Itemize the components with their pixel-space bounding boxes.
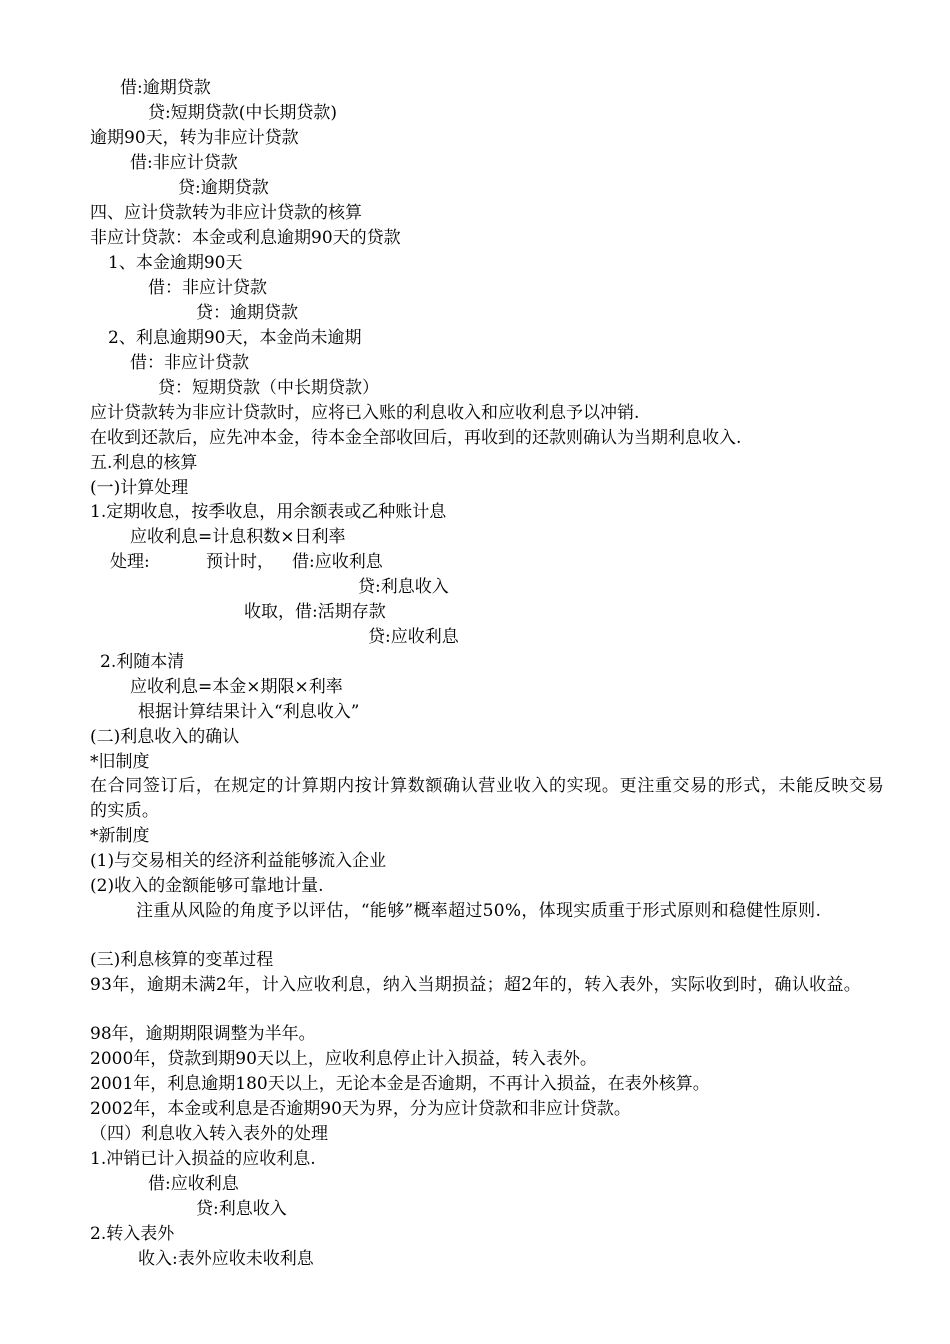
text-line: *新制度 [90, 826, 150, 846]
text-line: (1)与交易相关的经济利益能够流入企业 [90, 851, 387, 871]
text-line: 1.定期收息，按季收息，用余额表或乙种账计息 [90, 502, 447, 522]
text-line: 2.转入表外 [90, 1224, 175, 1244]
subsection-heading: （四）利息收入转入表外的处理 [90, 1124, 328, 1144]
text-line: 贷:逾期贷款 [178, 178, 269, 198]
text-line: 贷:利息收入 [196, 1199, 287, 1219]
text-line: 收取，借:活期存款 [244, 602, 386, 622]
text-line: 2.利随本清 [100, 652, 185, 672]
paragraph: 93年，逾期未满2年，计入应收利息，纳入当期损益；超2年的，转入表外，实际收到时，确认收益。 [90, 975, 862, 995]
text-line: 根据计算结果计入“利息收入” [138, 702, 360, 722]
text-line: 2、利息逾期90天，本金尚未逾期 [108, 328, 362, 348]
paragraph: 在合同签订后，在规定的计算期内按计算数额确认营业收入的实现。更注重交易的形式，未能反映交易的实质。 [90, 776, 884, 821]
text-line: 借:非应计贷款 [130, 153, 238, 173]
paragraph: 注重从风险的角度予以评估，“能够”概率超过50%，体现实质重于形式原则和稳健性原则. [136, 901, 822, 921]
text-line: 2001年，利息逾期180天以上，无论本金是否逾期，不再计入损益，在表外核算。 [90, 1074, 710, 1094]
text-line: 非应计贷款：本金或利息逾期90天的贷款 [90, 228, 401, 248]
text-line: 2000年，贷款到期90天以上，应收利息停止计入损益，转入表外。 [90, 1049, 597, 1069]
text-line: 贷：逾期贷款 [196, 303, 298, 323]
text-line: 应计贷款转为非应计贷款时，应将已入账的利息收入和应收利息予以冲销. [90, 403, 640, 423]
text-line: 借:应收利息 [292, 552, 383, 572]
text-line: 贷:利息收入 [358, 577, 449, 597]
text-line: 1.冲销已计入损益的应收利息. [90, 1149, 316, 1169]
text-line: 贷：短期贷款（中长期贷款） [158, 378, 379, 398]
text-line: 1、本金逾期90天 [108, 253, 243, 273]
text-line: 收入:表外应收未收利息 [138, 1249, 314, 1269]
subsection-heading: (一)计算处理 [90, 478, 189, 498]
text-line: 贷:应收利息 [368, 627, 459, 647]
text-line: 贷:短期贷款(中长期贷款) [148, 103, 337, 123]
text-line: 2002年，本金或利息是否逾期90天为界，分为应计贷款和非应计贷款。 [90, 1099, 631, 1119]
text-line: 98年，逾期期限调整为半年。 [90, 1024, 316, 1044]
formula-line: 应收利息=计息积数×日利率 [130, 527, 346, 547]
section-heading: 四、应计贷款转为非应计贷款的核算 [90, 203, 362, 223]
subsection-heading: (二)利息收入的确认 [90, 727, 240, 747]
subsection-heading: (三)利息核算的变革过程 [90, 950, 274, 970]
text-line: 借:应收利息 [148, 1174, 239, 1194]
text-line: 逾期90天，转为非应计贷款 [90, 128, 299, 148]
text-line: 借：非应计贷款 [130, 353, 249, 373]
text-line: 借:逾期贷款 [120, 78, 211, 98]
text-line: (2)收入的金额能够可靠地计量. [90, 876, 324, 896]
section-heading: 五.利息的核算 [90, 453, 198, 473]
text-line: 在收到还款后，应先冲本金，待本金全部收回后，再收到的还款则确认为当期利息收入. [90, 428, 742, 448]
text-line: 预计时， [206, 552, 274, 572]
formula-line: 应收利息=本金×期限×利率 [130, 677, 343, 697]
text-line: 处理: [110, 552, 150, 572]
text-line: *旧制度 [90, 752, 150, 772]
text-line: 借：非应计贷款 [148, 278, 267, 298]
